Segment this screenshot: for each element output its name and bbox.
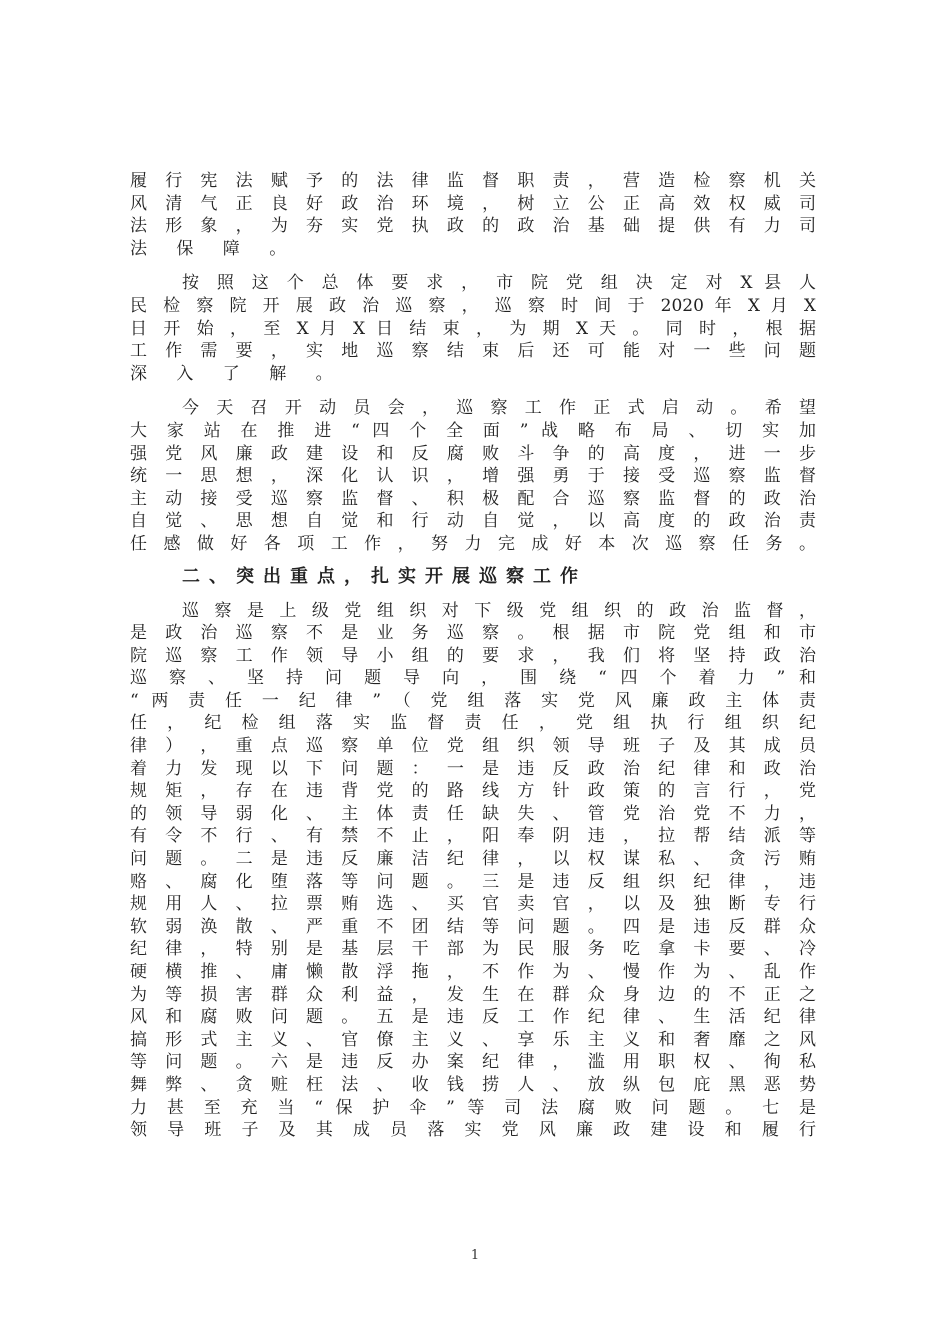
text-line: 规 矩 ， 存 在 违 背 党 的 路 线 方 针 政 策 的 言 行 ， 党 bbox=[130, 781, 816, 802]
text-line: 日 开 始 ， 至 X 月 X 日 结 束 ， 为 期 X 天 。 同 时 ， 根 据 bbox=[130, 318, 816, 339]
paragraph-2 bbox=[130, 272, 816, 385]
document-body bbox=[130, 170, 816, 1142]
text-line: 法 保 障 。 bbox=[130, 238, 299, 259]
section-heading-2: 二、突出重点，扎实开展巡察工作 bbox=[182, 565, 587, 587]
text-line: 搞 形 式 主 义 、 官 僚 主 义 、 享 乐 主 义 和 奢 靡 之 风 bbox=[130, 1029, 816, 1050]
text-line: 软 弱 涣 散 、 严 重 不 团 结 等 问 题 。 四 是 违 反 群 众 bbox=[130, 916, 816, 937]
text-line: 主 动 接 受 巡 察 监 督 、 积 极 配 合 巡 察 监 督 的 政 治 bbox=[130, 488, 816, 509]
text-line: “ 两 责 任 一 纪 律 ” （ 党 组 落 实 党 风 廉 政 主 体 责 bbox=[130, 690, 816, 711]
page-number: 1 bbox=[470, 1248, 480, 1263]
text-line: 力 甚 至 充 当 “ 保 护 伞 ” 等 司 法 腐 败 问 题 。 七 是 bbox=[130, 1097, 816, 1118]
text-line: 是 政 治 巡 察 不 是 业 务 巡 察 。 根 据 市 院 党 组 和 市 bbox=[130, 623, 816, 644]
text-line: 着 力 发 现 以 下 问 题 ： 一 是 违 反 政 治 纪 律 和 政 治 bbox=[130, 758, 816, 779]
text-line: 任 ， 纪 检 组 落 实 监 督 责 任 ， 党 组 执 行 组 织 纪 bbox=[130, 713, 816, 734]
text-line: 问 题 。 二 是 违 反 廉 洁 纪 律 ， 以 权 谋 私 、 贪 污 贿 bbox=[130, 849, 816, 870]
paragraph-4 bbox=[130, 600, 816, 1142]
text-line: 今 天 召 开 动 员 会 ， 巡 察 工 作 正 式 启 动 。 希 望 bbox=[182, 398, 816, 419]
text-line: 赂 、 腐 化 堕 落 等 问 题 。 三 是 违 反 组 织 纪 律 ， 违 bbox=[130, 871, 816, 892]
text-line: 巡 察 是 上 级 党 组 织 对 下 级 党 组 织 的 政 治 监 督 ， bbox=[182, 600, 816, 621]
text-line: 大 家 站 在 推 进 “ 四 个 全 面 ” 战 略 布 局 、 切 实 加 bbox=[130, 420, 816, 441]
paragraph-1 bbox=[130, 170, 816, 260]
text-line: 规 用 人 、 拉 票 贿 选 、 买 官 卖 官 ， 以 及 独 断 专 行 bbox=[130, 894, 816, 915]
text-line: 纪 律 ， 特 别 是 基 层 干 部 为 民 服 务 吃 拿 卡 要 、 冷 bbox=[130, 939, 816, 960]
text-line: 硬 横 推 、 庸 懒 散 浮 拖 ， 不 作 为 、 慢 作 为 、 乱 作 bbox=[130, 962, 816, 982]
text-line: 为 等 损 害 群 众 利 益 ， 发 生 在 群 众 身 边 的 不 正 之 bbox=[130, 984, 816, 1005]
text-line: 法 形 象 ， 为 夯 实 党 执 政 的 政 治 基 础 提 供 有 力 司 bbox=[130, 216, 816, 237]
text-line: 风 清 气 正 良 好 政 治 环 境 ， 树 立 公 正 高 效 权 威 司 bbox=[130, 193, 816, 214]
text-line: 舞 弊 、 贪 赃 枉 法 、 收 钱 捞 人 、 放 纵 包 庇 黑 恶 势 bbox=[130, 1074, 816, 1095]
text-line: 强 党 风 廉 政 建 设 和 反 腐 败 斗 争 的 高 度 ， 进 一 步 bbox=[130, 443, 816, 464]
text-line: 履 行 宪 法 赋 予 的 法 律 监 督 职 责 ， 营 造 检 察 机 关 bbox=[130, 171, 816, 191]
text-line: 风 和 腐 败 问 题 。 五 是 违 反 工 作 纪 律 、 生 活 纪 律 bbox=[130, 1007, 816, 1028]
text-line: 任 感 做 好 各 项 工 作 ， 努 力 完 成 好 本 次 巡 察 任 务 。 bbox=[130, 533, 816, 554]
text-line: 院 巡 察 工 作 领 导 小 组 的 要 求 ， 我 们 将 坚 持 政 治 bbox=[130, 645, 816, 666]
text-line: 统 一 思 想 ， 深 化 认 识 ， 增 强 勇 于 接 受 巡 察 监 督 bbox=[130, 466, 816, 487]
text-line: 按 照 这 个 总 体 要 求 ， 市 院 党 组 决 定 对 X 县 人 bbox=[182, 273, 816, 294]
text-line: 自 觉 、 思 想 自 觉 和 行 动 自 觉 ， 以 高 度 的 政 治 责 bbox=[130, 511, 816, 532]
text-line: 领 导 班 子 及 其 成 员 落 实 党 风 廉 政 建 设 和 履 行 bbox=[130, 1120, 816, 1141]
paragraph-3 bbox=[130, 397, 816, 555]
text-line: 的 领 导 弱 化 、 主 体 责 任 缺 失 、 管 党 治 党 不 力 ， bbox=[130, 803, 816, 824]
text-line: 工 作 需 要 ， 实 地 巡 察 结 束 后 还 可 能 对 一 些 问 题 bbox=[130, 341, 816, 362]
text-line: 巡 察 、 坚 持 问 题 导 向 ， 围 绕 “ 四 个 着 力 ” 和 bbox=[130, 668, 816, 689]
text-line: 深 入 了 解 。 bbox=[130, 363, 345, 384]
text-line: 有 令 不 行 、 有 禁 不 止 ， 阳 奉 阴 违 ， 拉 帮 结 派 等 bbox=[130, 826, 816, 847]
text-line: 律 ） ， 重 点 巡 察 单 位 党 组 织 领 导 班 子 及 其 成 员 bbox=[130, 736, 816, 757]
text-line: 等 问 题 。 六 是 违 反 办 案 纪 律 ， 滥 用 职 权 、 徇 私 bbox=[130, 1052, 816, 1073]
text-line: 民 检 察 院 开 展 政 治 巡 察 ， 巡 察 时 间 于 2020 年 X 月 X bbox=[130, 295, 816, 316]
